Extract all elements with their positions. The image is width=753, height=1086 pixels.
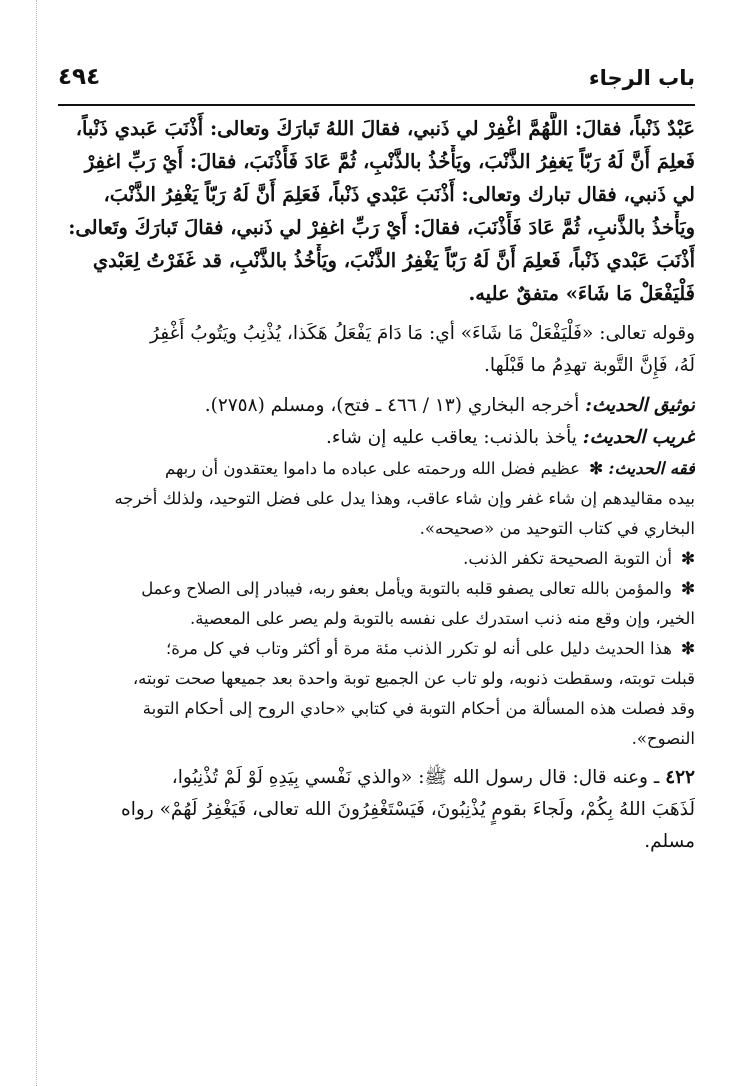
- point-text: والمؤمن بالله تعالى يصفو قلبه بالتوبة ويأمل بعفو ربه، فيبادر إلى الصلاح وعمل: [141, 579, 672, 598]
- point-item: [58, 634, 695, 754]
- hadith-line: فَلْيَفْعَلْ مَا شَاءَ» متفقٌ عليه.: [468, 282, 695, 305]
- fiqh-line: [58, 454, 695, 484]
- page-number: ٤٩٤: [58, 64, 101, 90]
- point-text: وقد فصلت هذه المسألة من أحكام التوبة في كتابي «حادي الروح إلى أحكام التوبة: [142, 699, 695, 718]
- hadith-line: لي ذَنبي، فقال تبارك وتعالى: أَذْنَبَ عَبْدي ذَنْباً، فَعَلِمَ أَنَّ لَهُ رَبّاً يَغْفِرُ الذَّنْبَ،: [103, 183, 695, 206]
- hadith-text: لَذَهَبَ اللهُ بِكُمْ، ولَجاءَ بقومٍ يُذْنِبُونَ، فَيَسْتَغْفِرُونَ الله تعالى، فَيَغْفِرُ لَهُمْ» رواه: [121, 799, 695, 820]
- fiqh-line: البخاري في كتاب التوحيد من «صحيحه».: [419, 519, 695, 538]
- fiqh-line: بيده مقاليدهم إن شاء غفر وإن شاء عاقب، وهذا يدل على فضل التوحيد، ولذلك أخرجه: [114, 489, 695, 508]
- tawthiq-text: أخرجه البخاري (١٣ / ٤٦٦ ـ فتح)، ومسلم (٢٧٥٨).: [204, 395, 580, 416]
- hadith-line: أَذْنَبَ عَبْدي ذَنْباً، فَعلِمَ أَنَّ لَهُ رَبّاً يَغْفِرُ الذَّنْبَ، ويَأْخُذُ بالذَّنْبِ، قد غَفَرْتُ لِعَبْدي: [92, 249, 695, 272]
- fiqh-text: عظيم فضل الله ورحمته على عباده ما داموا يعتقدون أن ربهم: [165, 459, 581, 478]
- scan-margin-edge: [36, 0, 37, 1086]
- bullet-star-icon: ✻: [681, 639, 695, 658]
- tawthiq-label: توثيق الحديث:: [585, 395, 695, 416]
- page-content: [58, 112, 695, 858]
- page-header: [58, 62, 695, 102]
- hadith-number: ٤٢٢: [665, 767, 695, 788]
- commentary-saying: [58, 318, 695, 382]
- point-text: الخير، وإن وقع منه ذنب استدرك على نفسه بالتوبة ولم يصر على المعصية.: [189, 609, 695, 628]
- bullet-star-icon: ✻: [681, 549, 695, 568]
- point-item: [58, 544, 695, 574]
- gharib-text: يأخذ بالذنب: يعاقب عليه إن شاء.: [326, 427, 577, 448]
- point-item: [58, 574, 695, 634]
- point-text: النصوح».: [631, 729, 695, 748]
- commentary-line: لَهُ، فَإِنَّ التَّوبة تهدِمُ ما قَبْلَها.: [484, 355, 695, 376]
- bullet-star-icon: ✻: [681, 579, 695, 598]
- point-text: هذا الحديث دليل على أنه لو تكرر الذنب مئة مرة أو أكثر وتاب في كل مرة؛: [165, 639, 672, 658]
- hadith-line: عَبْدٌ ذَنْباً، فقالَ: اللَّهُمَّ اغْفِرْ لي ذَنبي، فقالَ اللهُ تَبارَكَ وتعالى: أَذْنَبَ عَبدي ذَنْباً،: [75, 117, 695, 140]
- tawthiq-section: [58, 390, 695, 422]
- hadith-text: ـ وعنه قال: قال رسول الله ﷺ: «والذي نَفْسي بِيَدِهِ لَوْ لَمْ تُذْنِبُوا،: [171, 767, 660, 788]
- hadith-line: ويَأْخذُ بالذَّنبِ، ثُمَّ عَادَ فَأَذْنَبَ، فقالَ: أَيْ رَبِّ اغفِرْ لي ذَنبي، فقالَ تَبارَكَ وتَعالى:: [68, 216, 695, 239]
- gharib-label: غريب الحديث:: [582, 427, 695, 448]
- point-text: قبلت توبته، وسقطت ذنوبه، ولو تاب عن الجميع توبة واحدة بعد جميعها صحت توبته،: [132, 669, 695, 688]
- hadith-text: مسلم.: [644, 831, 695, 852]
- point-text: أن التوبة الصحيحة تكفر الذنب.: [463, 549, 672, 568]
- hadith-continuation: [58, 112, 695, 310]
- gharib-section: [58, 422, 695, 454]
- header-rule: [58, 104, 695, 106]
- hadith-line: فَعلِمَ أَنَّ لَهُ رَبّاً يَغفِرُ الذَّنْبَ، ويَأْخُذُ بالذَّنْبِ، ثُمَّ عَادَ فَأَذْنَبَ، فقالَ: أَيْ رَبِّ اغفِرْ: [84, 150, 695, 173]
- running-title: باب الرجاء: [588, 66, 695, 90]
- bullet-star-icon: ✻: [589, 459, 604, 478]
- fiqh-label: فقه الحديث:: [608, 459, 695, 478]
- fiqh-section: [58, 454, 695, 544]
- next-hadith: [58, 762, 695, 858]
- commentary-line: وقوله تعالى: «فَلْيَفْعَلْ مَا شَاءَ» أي: مَا دَامَ يَفْعَلُ هَكَذا، يُذْنِبُ ويَتُوبُ أَغْفِرُ: [150, 323, 695, 344]
